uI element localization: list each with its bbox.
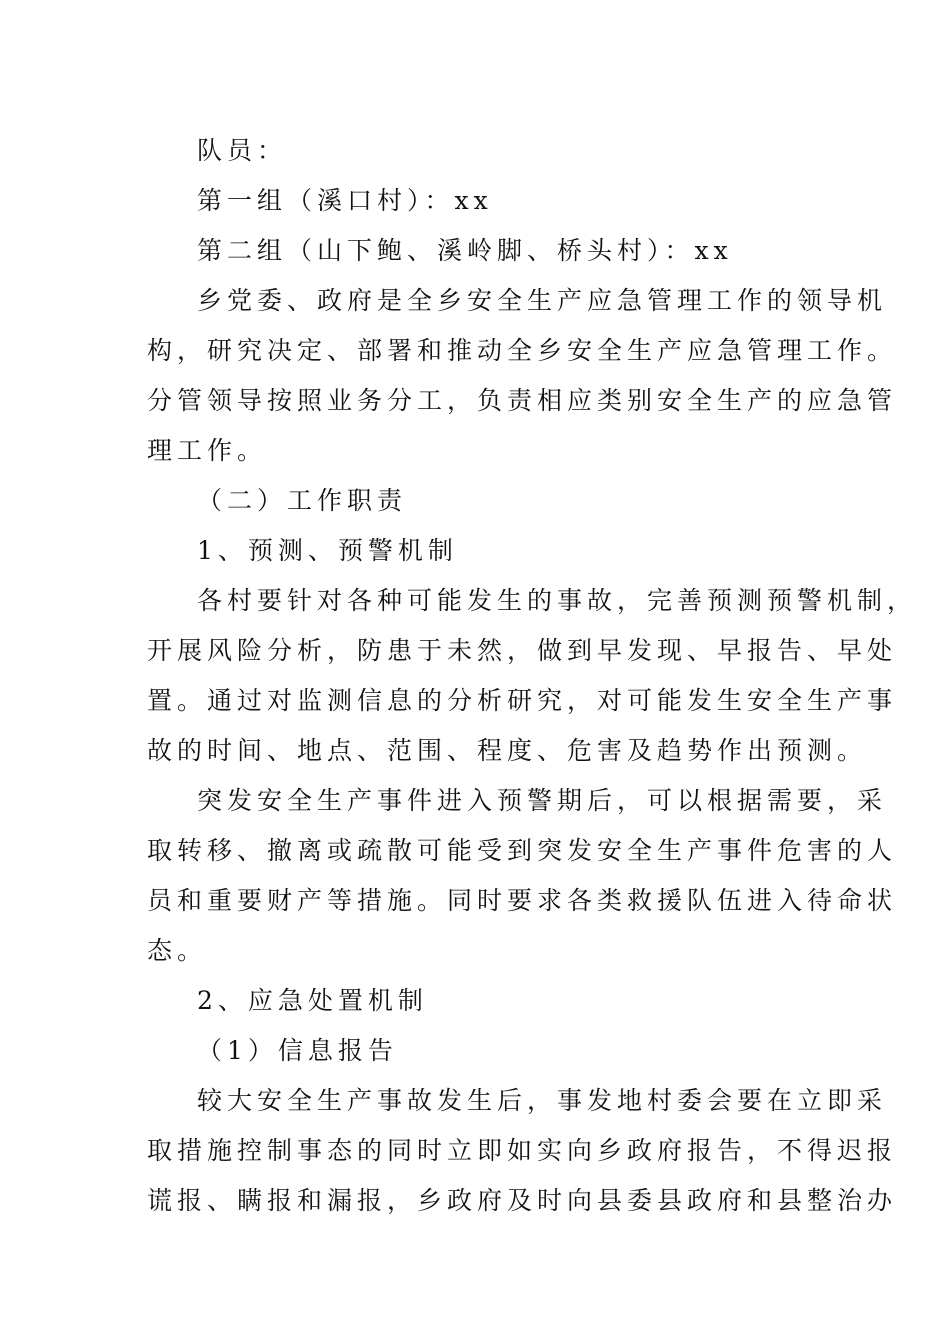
paragraph-line: 态。 bbox=[147, 936, 208, 965]
paragraph-line: 乡党委、政府是全乡安全生产应急管理工作的领导机 bbox=[197, 286, 888, 315]
paragraph-line: 各村要针对各种可能发生的事故，完善预测预警机制， bbox=[197, 586, 918, 615]
group-two-line: 第二组（山下鲍、溪岭脚、桥头村）：xx bbox=[197, 236, 733, 265]
sub-subsection-heading: （1）信息报告 bbox=[197, 1036, 398, 1065]
group-one-line: 第一组（溪口村）：xx bbox=[197, 186, 493, 215]
paragraph-line: 谎报、瞒报和漏报，乡政府及时向县委县政府和县整治办 bbox=[147, 1186, 898, 1215]
paragraph-line: 分管领导按照业务分工，负责相应类别安全生产的应急管 bbox=[147, 386, 898, 415]
paragraph-line: 故的时间、地点、范围、程度、危害及趋势作出预测。 bbox=[147, 736, 868, 765]
paragraph-line: 取转移、撤离或疏散可能受到突发安全生产事件危害的人 bbox=[147, 836, 898, 865]
paragraph-line: 构，研究决定、部署和推动全乡安全生产应急管理工作。 bbox=[147, 336, 898, 365]
paragraph-line: 开展风险分析，防患于未然，做到早发现、早报告、早处 bbox=[147, 636, 898, 665]
section-heading: （二）工作职责 bbox=[197, 486, 408, 515]
subsection-heading: 1、预测、预警机制 bbox=[197, 536, 458, 565]
paragraph-line: 置。通过对监测信息的分析研究，对可能发生安全生产事 bbox=[147, 686, 898, 715]
subsection-heading: 2、应急处置机制 bbox=[197, 986, 428, 1015]
paragraph-line: 取措施控制事态的同时立即如实向乡政府报告，不得迟报 bbox=[147, 1136, 898, 1165]
paragraph-line: 理工作。 bbox=[147, 436, 268, 465]
paragraph-line: 较大安全生产事故发生后，事发地村委会要在立即采 bbox=[197, 1086, 888, 1115]
team-members-heading: 队员： bbox=[197, 136, 288, 165]
paragraph-line: 突发安全生产事件进入预警期后，可以根据需要，采 bbox=[197, 786, 888, 815]
paragraph-line: 员和重要财产等措施。同时要求各类救援队伍进入待命状 bbox=[147, 886, 898, 915]
